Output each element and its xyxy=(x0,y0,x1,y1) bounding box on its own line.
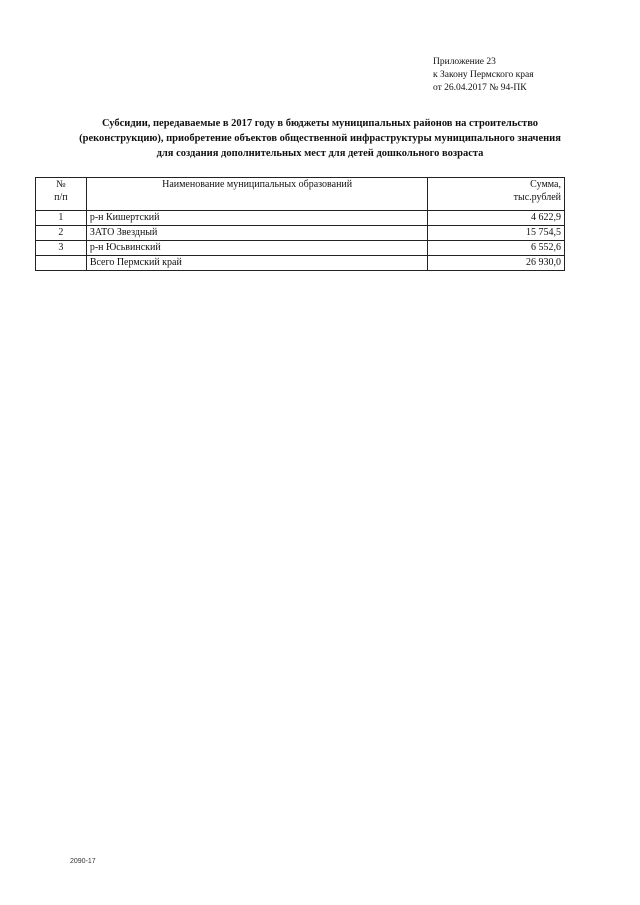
title-line-1: Субсидии, передаваемые в 2017 году в бюджеты муниципальных районов на строительство xyxy=(101,118,539,129)
table-row xyxy=(36,226,565,241)
title-line-3: для создания дополнительных мест для детей дошкольного возраста xyxy=(156,148,484,159)
total-number xyxy=(36,256,87,271)
total-sum: 26 930,0 xyxy=(428,256,565,271)
row-sum: 15 754,5 xyxy=(428,226,565,241)
header-number-line-2: п/п xyxy=(54,192,68,203)
header-sum xyxy=(428,178,565,211)
row-name: р-н Кишертский xyxy=(86,211,428,226)
row-sum: 4 622,9 xyxy=(428,211,565,226)
table-row xyxy=(36,211,565,226)
header-number-line-1: № xyxy=(56,179,66,190)
table-header-row xyxy=(36,178,565,211)
subsidies-table xyxy=(35,177,565,271)
appendix-line-3: от 26.04.2017 № 94-ПК xyxy=(433,83,527,93)
row-number: 2 xyxy=(36,226,87,241)
row-number: 3 xyxy=(36,241,87,256)
row-number: 1 xyxy=(36,211,87,226)
header-number xyxy=(36,178,87,211)
appendix-line-1: Приложение 23 xyxy=(433,57,496,67)
table-row xyxy=(36,241,565,256)
appendix-line-2: к Закону Пермского края xyxy=(433,70,534,80)
document-title xyxy=(20,116,620,161)
header-sum-line-2: тыс.рублей xyxy=(513,192,561,203)
header-sum-line-1: Сумма, xyxy=(530,179,561,190)
row-name: ЗАТО Звездный xyxy=(86,226,428,241)
title-line-2: (реконструкцию), приобретение объектов общественной инфраструктуры муниципального значения xyxy=(79,133,561,144)
table-total-row xyxy=(36,256,565,271)
appendix-note xyxy=(433,56,534,95)
row-name: р-н Юсьвинский xyxy=(86,241,428,256)
footer-document-code: 2090-17 xyxy=(70,858,96,865)
total-name: Всего Пермский край xyxy=(86,256,428,271)
header-name: Наименование муниципальных образований xyxy=(86,178,428,211)
row-sum: 6 552,6 xyxy=(428,241,565,256)
